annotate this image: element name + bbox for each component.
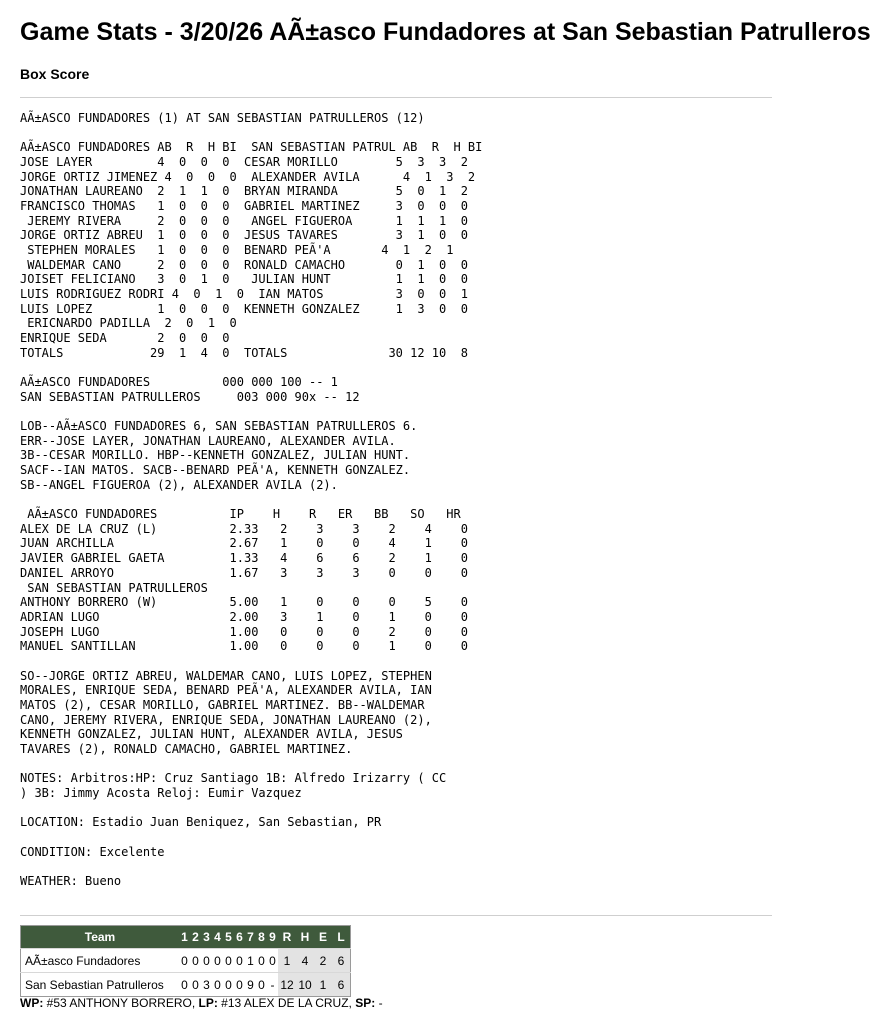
linescore-header-inning: 6 — [234, 926, 245, 949]
pitcher-decisions — [20, 996, 383, 1010]
box-score-line: ERICNARDO PADILLA 2 0 1 0 — [20, 316, 237, 331]
box-score-line: SACF--IAN MATOS. SACB--BENARD PEÃ'A, KENNETH GONZALEZ. — [20, 463, 411, 478]
box-score-line: JOSE LAYER 4 0 0 0 CESAR MORILLO 5 3 3 2 — [20, 155, 468, 170]
linescore-hits-cell: 10 — [296, 973, 314, 997]
box-score-line: MATOS (2), CESAR MORILLO, GABRIEL MARTINEZ. BB--WALDEMAR — [20, 697, 425, 712]
box-score-line: TAVARES (2), RONALD CAMACHO, GABRIEL MARTINEZ. — [20, 741, 353, 756]
box-score-line: FRANCISCO THOMAS 1 0 0 0 GABRIEL MARTINEZ 3 0 0 0 — [20, 199, 468, 214]
linescore-errors-cell: 2 — [314, 949, 332, 973]
box-score-line: ALEX DE LA CRUZ (L) 2.33 2 3 3 2 4 0 — [20, 521, 468, 536]
box-score-line: AÃ±ASCO FUNDADORES AB R H BI SAN SEBASTIAN PATRUL AB R H BI — [20, 140, 483, 155]
box-score-line: JUAN ARCHILLA 2.67 1 0 0 4 1 0 — [20, 536, 468, 551]
sp-value: - — [375, 996, 383, 1010]
linescore-runs-cell: 12 — [278, 973, 296, 997]
linescore-inning-cell: 0 — [223, 973, 234, 997]
linescore-inning-cell: 0 — [212, 949, 223, 973]
box-score-line: MORALES, ENRIQUE SEDA, BENARD PEÃ'A, ALEXANDER AVILA, IAN — [20, 683, 432, 698]
linescore-header-inning: 5 — [223, 926, 234, 949]
linescore-runs-cell: 1 — [278, 949, 296, 973]
box-score-line: JONATHAN LAUREANO 2 1 1 0 BRYAN MIRANDA 5 0 1 2 — [20, 184, 468, 199]
box-score-text — [20, 111, 482, 889]
divider-bottom — [20, 915, 772, 916]
linescore-header-team: Team — [21, 926, 180, 949]
linescore-inning-cell: 0 — [223, 949, 234, 973]
box-score-line: ENRIQUE SEDA 2 0 0 0 — [20, 331, 230, 346]
linescore-inning-cell: 0 — [201, 949, 212, 973]
linescore-lob-cell: 6 — [332, 949, 351, 973]
linescore-row-away — [21, 949, 351, 973]
linescore-errors-cell: 1 — [314, 973, 332, 997]
box-score-line: JOSEPH LUGO 1.00 0 0 0 2 0 0 — [20, 624, 468, 639]
box-score-line: LOCATION: Estadio Juan Beniquez, San Sebastian, PR — [20, 815, 382, 830]
linescore-inning-cell: 1 — [245, 949, 256, 973]
linescore-inning-cell: 0 — [234, 973, 245, 997]
linescore-inning-cell: 0 — [212, 973, 223, 997]
box-score-line: ADRIAN LUGO 2.00 3 1 0 1 0 0 — [20, 609, 468, 624]
box-score-line: TOTALS 29 1 4 0 TOTALS 30 12 10 8 — [20, 345, 468, 360]
box-score-line: ERR--JOSE LAYER, JONATHAN LAUREANO, ALEXANDER AVILA. — [20, 433, 396, 448]
box-score-line: SO--JORGE ORTIZ ABREU, WALDEMAR CANO, LUIS LOPEZ, STEPHEN — [20, 668, 432, 683]
linescore-header-inning: 1 — [179, 926, 190, 949]
linescore-header-lob: L — [332, 926, 351, 949]
divider-top — [20, 97, 772, 98]
box-score-line: SAN SEBASTIAN PATRULLEROS 003 000 90x -- 12 — [20, 389, 360, 404]
box-score-line: KENNETH GONZALEZ, JULIAN HUNT, ALEXANDER AVILA, JESUS — [20, 727, 403, 742]
box-score-line: DANIEL ARROYO 1.67 3 3 3 0 0 0 — [20, 565, 468, 580]
lp-value: #13 ALEX DE LA CRUZ, — [217, 996, 356, 1010]
box-score-line: JORGE ORTIZ ABREU 1 0 0 0 JESUS TAVARES 3 1 0 0 — [20, 228, 468, 243]
box-score-line: MANUEL SANTILLAN 1.00 0 0 0 1 0 0 — [20, 639, 468, 654]
linescore-header-row — [21, 926, 351, 949]
page-title: Game Stats - 3/20/26 AÃ±asco Fundadores at San Sebastian Patrulleros — [20, 18, 871, 46]
box-score-line: LOB--AÃ±ASCO FUNDADORES 6, SAN SEBASTIAN PATRULLEROS 6. — [20, 419, 418, 434]
box-score-line: SAN SEBASTIAN PATRULLEROS — [20, 580, 208, 595]
box-score-line: CONDITION: Excelente — [20, 844, 165, 859]
box-score-line: STEPHEN MORALES 1 0 0 0 BENARD PEÃ'A 4 1 2 1 — [20, 243, 454, 258]
box-score-line: AÃ±ASCO FUNDADORES (1) AT SAN SEBASTIAN PATRULLEROS (12) — [20, 111, 425, 125]
linescore-hits-cell: 4 — [296, 949, 314, 973]
box-score-line: CANO, JEREMY RIVERA, ENRIQUE SEDA, JONATHAN LAUREANO (2), — [20, 712, 432, 727]
linescore-inning-cell: 0 — [256, 949, 267, 973]
linescore-header-inning: 7 — [245, 926, 256, 949]
linescore-inning-cell: 0 — [256, 973, 267, 997]
linescore-header-runs: R — [278, 926, 296, 949]
linescore-inning-cell: - — [267, 973, 278, 997]
linescore-row-home — [21, 973, 351, 997]
box-score-line: JEREMY RIVERA 2 0 0 0 ANGEL FIGUEROA 1 1 1 0 — [20, 213, 468, 228]
box-score-line: ) 3B: Jimmy Acosta Reloj: Eumir Vazquez — [20, 785, 302, 800]
box-score-line: ANTHONY BORRERO (W) 5.00 1 0 0 0 5 0 — [20, 595, 468, 610]
linescore-table — [20, 925, 351, 997]
linescore-header-inning: 4 — [212, 926, 223, 949]
linescore-lob-cell: 6 — [332, 973, 351, 997]
linescore-header-inning: 2 — [190, 926, 201, 949]
linescore-inning-cell: 0 — [190, 973, 201, 997]
linescore-team-name: AÃ±asco Fundadores — [21, 949, 180, 973]
sp-label: SP: — [355, 996, 376, 1010]
wp-value: #53 ANTHONY BORRERO, — [43, 996, 199, 1010]
box-score-line: NOTES: Arbitros:HP: Cruz Santiago 1B: Alfredo Irizarry ( CC — [20, 771, 447, 786]
linescore-inning-cell: 0 — [190, 949, 201, 973]
linescore-header-inning: 9 — [267, 926, 278, 949]
box-score-line: JAVIER GABRIEL GAETA 1.33 4 6 6 2 1 0 — [20, 551, 468, 566]
box-score-line: WALDEMAR CANO 2 0 0 0 RONALD CAMACHO 0 1 0 0 — [20, 257, 468, 272]
box-score-line: AÃ±ASCO FUNDADORES 000 000 100 -- 1 — [20, 375, 338, 390]
linescore-header-inning: 8 — [256, 926, 267, 949]
box-score-line: JOISET FELICIANO 3 0 1 0 JULIAN HUNT 1 1 0 0 — [20, 272, 468, 287]
linescore-header-errors: E — [314, 926, 332, 949]
wp-label: WP: — [20, 996, 44, 1010]
linescore-header-hits: H — [296, 926, 314, 949]
box-score-line: JORGE ORTIZ JIMENEZ 4 0 0 0 ALEXANDER AVILA 4 1 3 2 — [20, 169, 476, 184]
linescore-inning-cell: 3 — [201, 973, 212, 997]
box-score-line: 3B--CESAR MORILLO. HBP--KENNETH GONZALEZ, JULIAN HUNT. — [20, 448, 411, 463]
linescore-team-name: San Sebastian Patrulleros — [21, 973, 180, 997]
linescore-inning-cell: 0 — [179, 949, 190, 973]
linescore-inning-cell: 0 — [267, 949, 278, 973]
box-score-line: LUIS RODRIGUEZ RODRI 4 0 1 0 IAN MATOS 3 0 0 1 — [20, 287, 468, 302]
box-score-line: LUIS LOPEZ 1 0 0 0 KENNETH GONZALEZ 1 3 0 0 — [20, 301, 468, 316]
section-title-box-score: Box Score — [20, 66, 90, 82]
linescore-inning-cell: 0 — [179, 973, 190, 997]
box-score-line: AÃ±ASCO FUNDADORES IP H R ER BB SO HR — [20, 507, 461, 522]
box-score-line: SB--ANGEL FIGUEROA (2), ALEXANDER AVILA (2). — [20, 477, 338, 492]
lp-label: LP: — [198, 996, 218, 1010]
linescore-header-inning: 3 — [201, 926, 212, 949]
linescore-inning-cell: 9 — [245, 973, 256, 997]
box-score-line: WEATHER: Bueno — [20, 873, 122, 888]
linescore-inning-cell: 0 — [234, 949, 245, 973]
